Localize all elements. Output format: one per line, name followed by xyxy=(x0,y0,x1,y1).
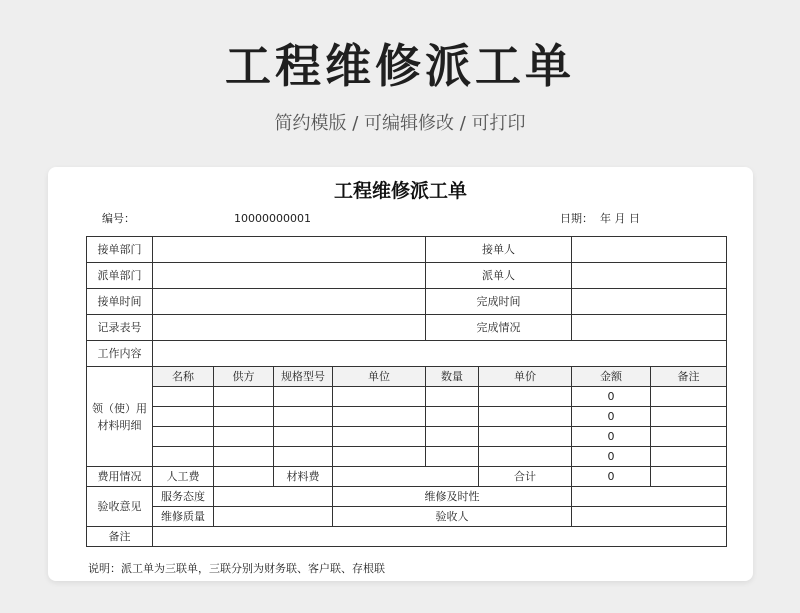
table-row xyxy=(87,289,727,315)
col-header-unit-price: 单价 xyxy=(479,367,572,387)
label-material-cost: 材料费 xyxy=(274,467,333,487)
input-material-cost[interactable] xyxy=(333,467,479,487)
material-cell[interactable] xyxy=(479,427,572,447)
material-amount: 0 xyxy=(572,387,651,407)
label-materials: 领（使）用 材料明细 xyxy=(87,367,153,467)
input-recv-time[interactable] xyxy=(153,289,426,315)
acceptance-row xyxy=(87,487,727,507)
material-amount: 0 xyxy=(572,407,651,427)
material-cell[interactable] xyxy=(651,447,727,467)
label-total: 合计 xyxy=(479,467,572,487)
material-cell[interactable] xyxy=(274,387,333,407)
material-cell[interactable] xyxy=(651,407,727,427)
input-labor-cost[interactable] xyxy=(214,467,274,487)
material-cell[interactable] xyxy=(651,387,727,407)
col-header-name: 名称 xyxy=(153,367,214,387)
total-remark[interactable] xyxy=(651,467,727,487)
material-cell[interactable] xyxy=(479,387,572,407)
table-row xyxy=(87,315,727,341)
label-remark: 备注 xyxy=(87,527,153,547)
material-cell[interactable] xyxy=(274,447,333,467)
material-cell[interactable] xyxy=(214,387,274,407)
input-recv-person[interactable] xyxy=(572,237,727,263)
input-repair-quality[interactable] xyxy=(214,507,333,527)
label-dispatch-dept: 派单部门 xyxy=(87,263,153,289)
input-finish-status[interactable] xyxy=(572,315,727,341)
input-remark[interactable] xyxy=(153,527,727,547)
label-timeliness: 维修及时性 xyxy=(333,487,572,507)
table-row xyxy=(87,263,727,289)
materials-header-row xyxy=(87,367,727,387)
label-acceptance: 验收意见 xyxy=(87,487,153,527)
col-header-remark: 备注 xyxy=(651,367,727,387)
label-recv-time: 接单时间 xyxy=(87,289,153,315)
input-timeliness[interactable] xyxy=(572,487,727,507)
material-cell[interactable] xyxy=(479,447,572,467)
input-work-content[interactable] xyxy=(153,341,727,367)
material-row xyxy=(87,447,727,467)
table-row xyxy=(87,341,727,367)
input-recv-dept[interactable] xyxy=(153,237,426,263)
material-cell[interactable] xyxy=(214,447,274,467)
material-cell[interactable] xyxy=(426,387,479,407)
material-row xyxy=(87,427,727,447)
input-finish-time[interactable] xyxy=(572,289,727,315)
material-row xyxy=(87,407,727,427)
material-cell[interactable] xyxy=(274,427,333,447)
material-cell[interactable] xyxy=(214,407,274,427)
label-finish-status: 完成情况 xyxy=(426,315,572,341)
label-finish-time: 完成时间 xyxy=(426,289,572,315)
material-cell[interactable] xyxy=(651,427,727,447)
material-cell[interactable] xyxy=(153,427,214,447)
material-cell[interactable] xyxy=(426,427,479,447)
remark-row xyxy=(87,527,727,547)
input-inspector[interactable] xyxy=(572,507,727,527)
date-label: 日期： xyxy=(560,212,593,225)
label-recv-person: 接单人 xyxy=(426,237,572,263)
col-header-spec: 规格型号 xyxy=(274,367,333,387)
material-cell[interactable] xyxy=(333,387,426,407)
number-label: 编号： xyxy=(102,212,135,225)
material-cell[interactable] xyxy=(274,407,333,427)
material-cell[interactable] xyxy=(153,407,214,427)
material-cell[interactable] xyxy=(153,387,214,407)
material-amount: 0 xyxy=(572,427,651,447)
dispatch-form-table xyxy=(86,236,727,547)
material-cell[interactable] xyxy=(214,427,274,447)
label-service-attitude: 服务态度 xyxy=(153,487,214,507)
col-header-supplier: 供方 xyxy=(214,367,274,387)
label-repair-quality: 维修质量 xyxy=(153,507,214,527)
label-work-content: 工作内容 xyxy=(87,341,153,367)
col-header-unit: 单位 xyxy=(333,367,426,387)
input-record-no[interactable] xyxy=(153,315,426,341)
material-cell[interactable] xyxy=(333,427,426,447)
input-dispatch-person[interactable] xyxy=(572,263,727,289)
material-cell[interactable] xyxy=(479,407,572,427)
material-amount: 0 xyxy=(572,447,651,467)
total-value: 0 xyxy=(572,467,651,487)
label-dispatch-person: 派单人 xyxy=(426,263,572,289)
label-cost: 费用情况 xyxy=(87,467,153,487)
label-recv-dept: 接单部门 xyxy=(87,237,153,263)
form-title: 工程维修派工单 xyxy=(333,180,467,202)
material-cell[interactable] xyxy=(426,447,479,467)
label-labor-cost: 人工费 xyxy=(153,467,214,487)
acceptance-row xyxy=(87,507,727,527)
material-cell[interactable] xyxy=(426,407,479,427)
material-cell[interactable] xyxy=(153,447,214,467)
material-cell[interactable] xyxy=(333,407,426,427)
input-dispatch-dept[interactable] xyxy=(153,263,426,289)
col-header-amount: 金额 xyxy=(572,367,651,387)
material-row xyxy=(87,387,727,407)
date-value: 年 月 日 xyxy=(600,212,640,225)
form-sheet xyxy=(48,167,753,581)
input-service-attitude[interactable] xyxy=(214,487,333,507)
hero-title: 工程维修派工单 xyxy=(225,39,575,93)
table-row xyxy=(87,237,727,263)
material-cell[interactable] xyxy=(333,447,426,467)
label-inspector: 验收人 xyxy=(333,507,572,527)
form-note: 说明：派工单为三联单，三联分别为财务联、客户联、存根联 xyxy=(88,562,385,575)
hero-subtitle: 简约模版 / 可编辑修改 / 可打印 xyxy=(274,113,526,134)
number-value: 10000000001 xyxy=(234,212,311,225)
cost-row xyxy=(87,467,727,487)
col-header-quantity: 数量 xyxy=(426,367,479,387)
label-record-no: 记录表号 xyxy=(87,315,153,341)
